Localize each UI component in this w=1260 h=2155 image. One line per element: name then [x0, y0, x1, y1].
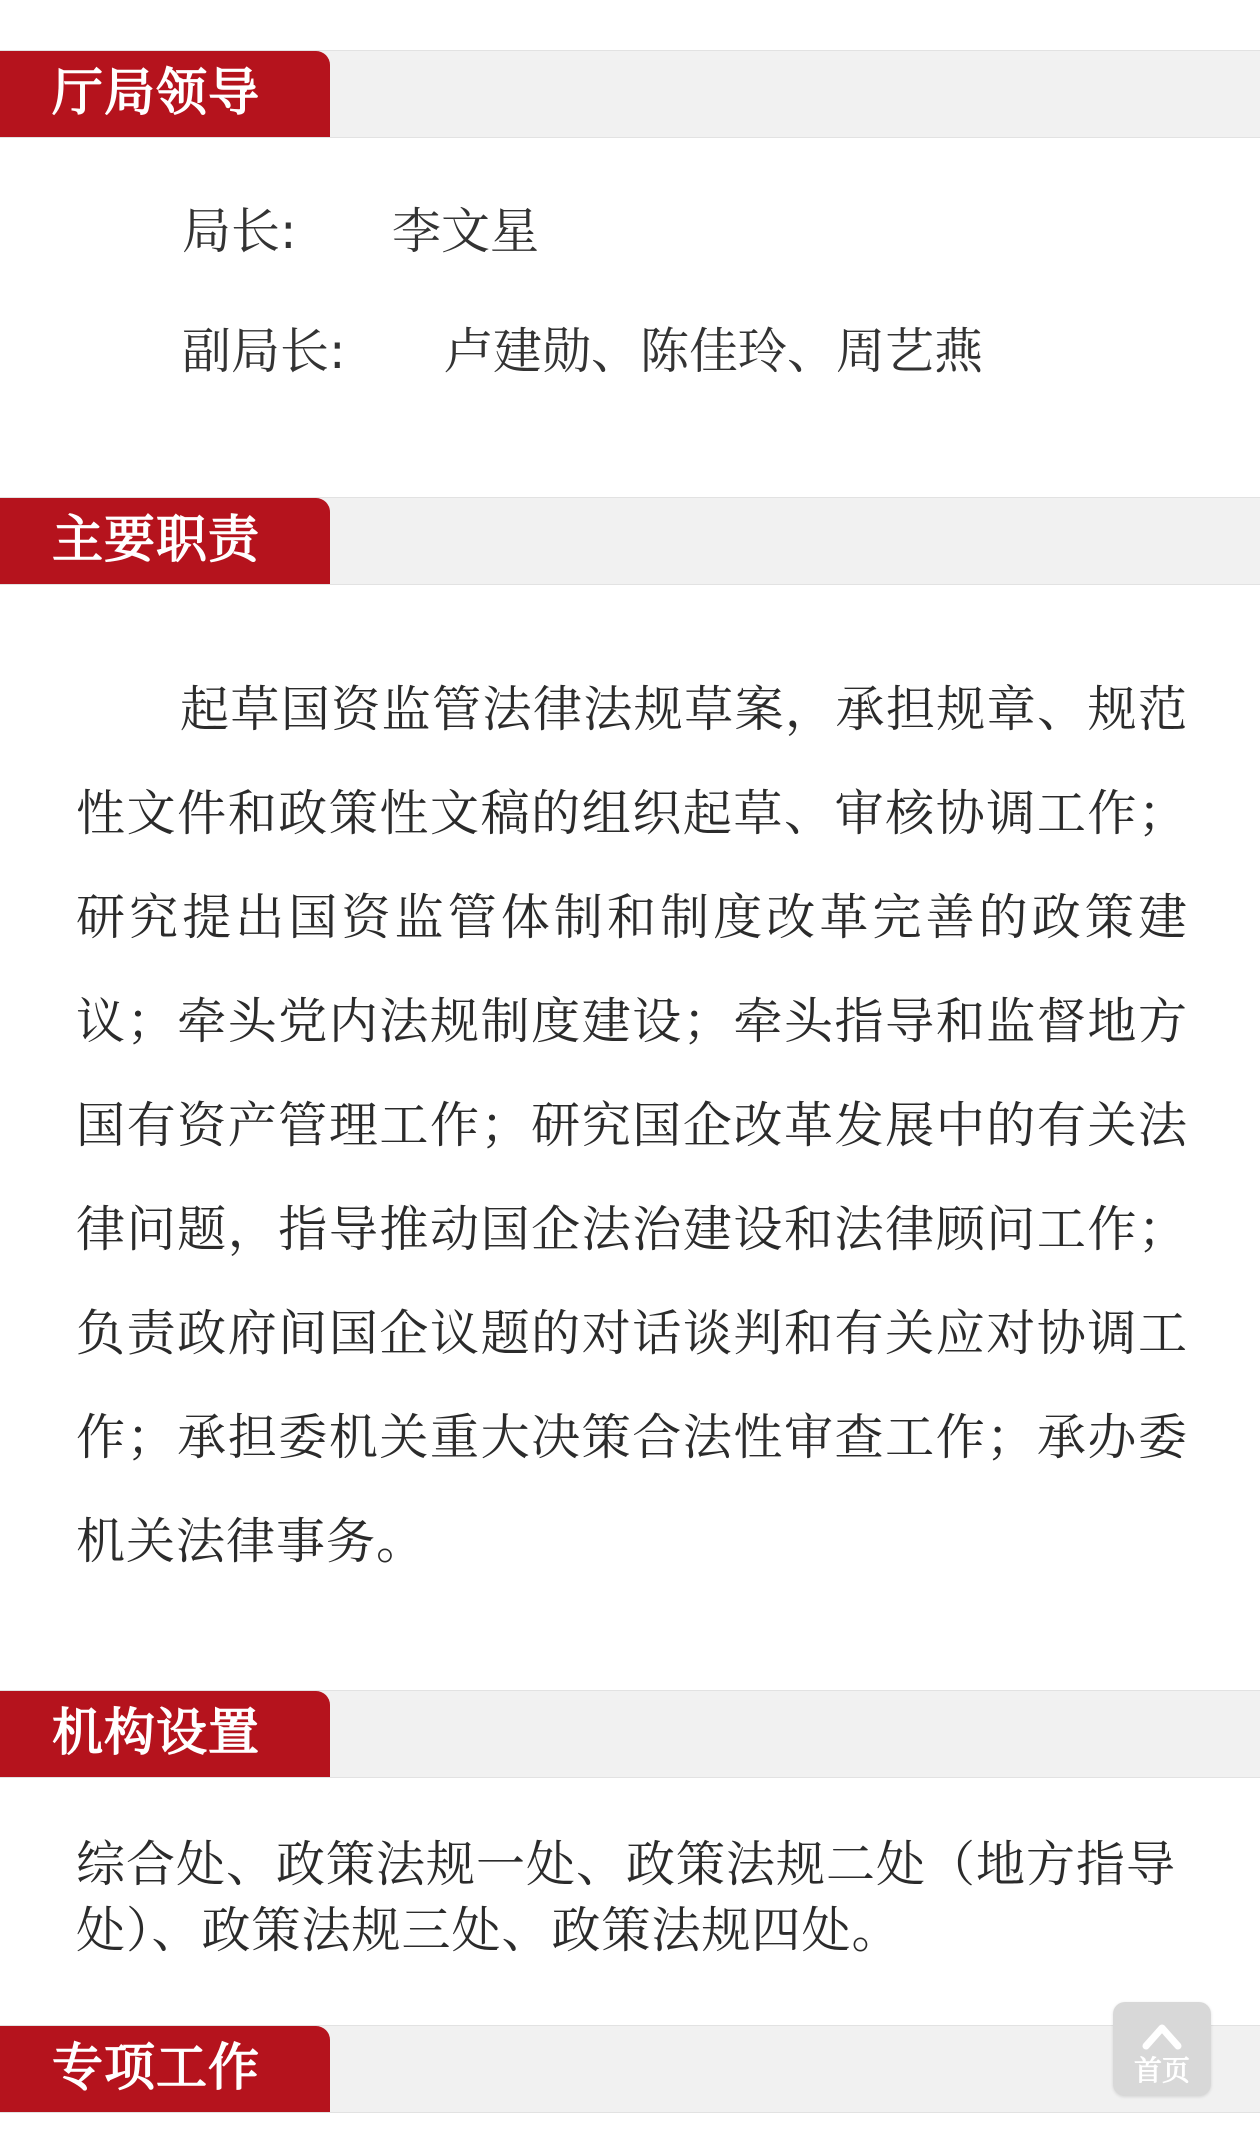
chevron-up-icon [1142, 2016, 1182, 2056]
director-label: 局长: [182, 203, 297, 260]
section-header-leaders [0, 50, 1260, 138]
home-button[interactable] [1113, 2002, 1211, 2096]
section-header-organization [0, 1690, 1260, 1778]
deputy-label: 副局长: [182, 323, 346, 380]
home-button-label: 首页 [1133, 2054, 1190, 2087]
duties-paragraph: 起草国资监管法律法规草案，承担规章、规范性文件和政策性文稿的组织起草、审核协调工作；研究提出国资监管体制和制度改革完善的政策建议；牵头党内法规制度建设；牵头指导和监督地方国有资产管理工作；研究国企改革发展中的有关法律问题，指导推动国企法治建设和法律顾问工作；负责政府间国企议题的对话谈判和有关应对协调工作；承担委机关重大决策合法性审查工作；承办委机关法律事务。 [76, 681, 1188, 1570]
section-title-organization: 机构设置 [0, 1691, 330, 1777]
section-title-leaders: 厅局领导 [0, 51, 330, 137]
section-header-duties [0, 497, 1260, 585]
section-title-duties: 主要职责 [0, 498, 330, 584]
section-header-special [0, 2025, 1260, 2113]
deputy-names: 卢建勋、陈佳玲、周艺燕 [444, 323, 984, 380]
director-name: 李文星 [392, 203, 540, 260]
section-title-special: 专项工作 [0, 2026, 330, 2112]
organization-paragraph: 综合处、政策法规一处、政策法规二处（地方指导处）、政策法规三处、政策法规四处。 [76, 1836, 1177, 1959]
